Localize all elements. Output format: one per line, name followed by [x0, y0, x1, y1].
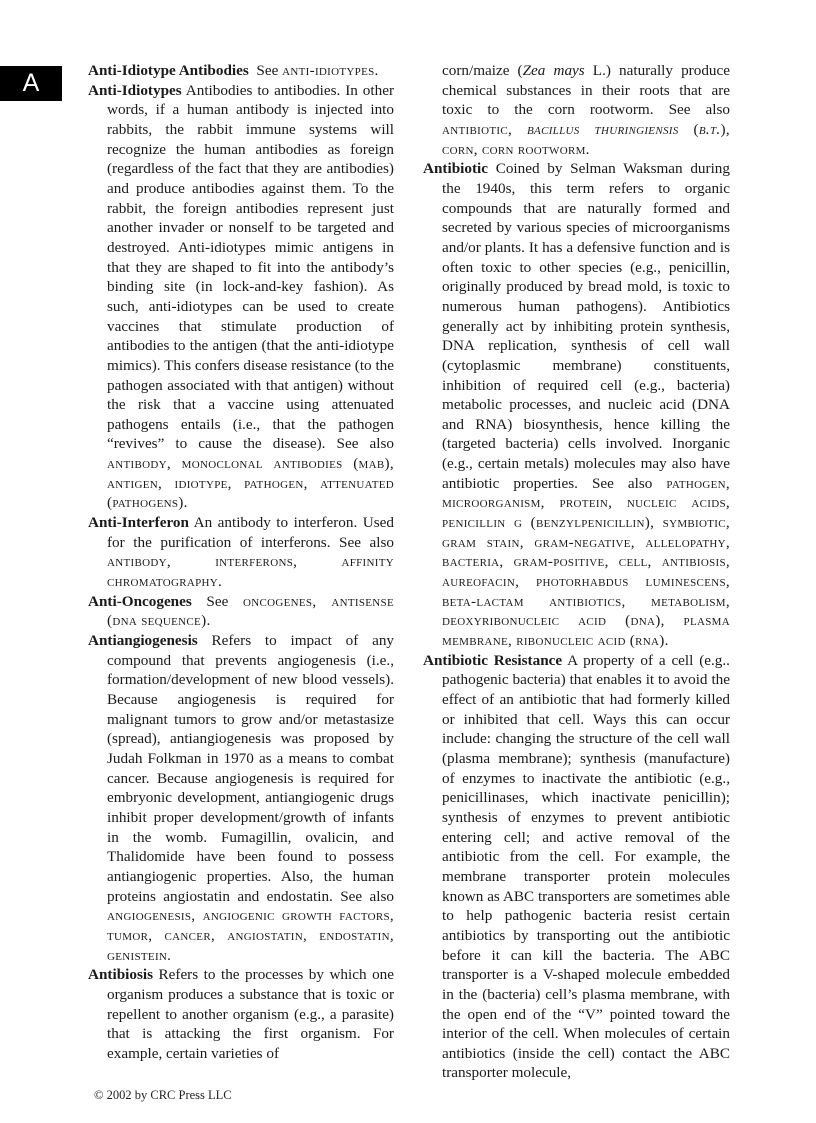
species-name: Zea mays	[522, 62, 585, 79]
entry-anti-idiotypes	[88, 81, 394, 513]
cross-reference[interactable]: bacillus thuringiensis	[527, 120, 679, 138]
entry-body: Refers to impact of any compound that prevents angiogenesis (i.e., formation/development of new blood vessels). Because angiogenesis is required for malignant tumors to grow and/or metastasize (spread), antiangiogenesis was proposed by Judah Folkman in 1970 as a means to combat cancer. Because angiogenesis is required for embryonic development, antiangiogenic drugs inhibit proper development/growth of infants in the womb. Fumagillin, ovalicin, and Thalidomide have been found to possess antiangiogenic properties. Also, the human proteins angiostatin and endostatin. See also	[107, 632, 395, 905]
entry-body: Coined by Selman Waksman during the 1940s, this term refers to organic compounds that are naturally formed and secreted by various species of microorganisms and/or plants. It has a defensive function and is often toxic to other species (e.g., penicillin, originally produced by bread mold, is toxic to numerous human pathogens). Antibiotics generally act by inhibiting protein synthesis, DNA replication, synthesis of cell wall (cytoplasmic membrane) constituents, inhibition of required cell (e.g., bacteria) metabolic processes, and nucleic acid (DNA and RNA) biosynthesis, hence killing the (targeted bacteria) cells involved. Inorganic (e.g., certain metals) molecules may also have antibiotic properties. See also	[442, 160, 730, 492]
entry-anti-interferon	[88, 513, 394, 592]
entry-body: A property of a cell (e.g.. pathogenic bacteria) that enables it to avoid the effect of an antibiotic that had formerly killed or inhibited that cell. Ways this can occur include: changing the structure of the cell wall (plasma membrane); synthesis (manufacture) of enzymes to inactivate the antibiotic (e.g., penicillinases, which inactivate penicillin); synthesis of enzymes to prevent antibiotic entering cell; and active removal of the antibiotic from the cell. For example, the membrane transporter protein molecules known as ABC transporters are sometimes able to help pathogenic bacteria resist certain antibiotics by transporting out the antibiotic before it can kill the bacteria. The ABC transporter is a V-shaped molecule embedded in the (bacteria) cell’s plasma membrane, with the open end of the “V” pointed toward the interior of the cell. When molecules of certain antibiotics (inside the cell) contact the ABC transporter molecule,	[442, 651, 730, 1082]
entry-term: Antibiotic Resistance	[423, 651, 563, 669]
cross-reference[interactable]: anti-idiotypes.	[282, 62, 379, 79]
cross-reference[interactable]: oncogenes, antisense (dna sequence).	[107, 592, 394, 630]
cross-reference[interactable]: b.t.	[698, 120, 721, 138]
entry-term: Antibiotic	[423, 160, 488, 178]
entry-body: Refers to the processes by which one organism produces a substance that is toxic or repellent to another organism (e.g., a parasite) that is attacking the first organism. For example, certain varieties of	[107, 966, 395, 1062]
entry-body: Antibodies to antibodies. In other words, if a human antibody is injected into rabbits, the rabbit immune systems will recognize the human antibodies as foreign (regardless of the fact that they are antibodies) and produce antibodies against them. To the rabbit, the foreign antibodies represent just another invader or nonself to be targeted and destroyed. Anti-idiotypes mimic antigens in that they are shaped to fit into the antibody’s binding site (in lock-and-key fashion). As such, anti-idiotypes can be used to create vaccines that stimulate production of antibodies to the antigen (that the anti-idiotype mimics). This confers disease resistance (to the pathogen associated with that antigen) without the risk that a vaccine using attenuated pathogens entails (i.e., that the pathogen “revives” to cause the disease). See also	[107, 81, 394, 453]
entry-term: Anti-Idiotype Antibodies	[88, 62, 249, 79]
entry-body: corn/maize (	[442, 62, 523, 79]
left-column	[88, 61, 394, 1063]
entry-term: Anti-Interferon	[88, 514, 189, 532]
entry-term: Antiangiogenesis	[88, 632, 198, 650]
entry-body: See	[256, 62, 283, 79]
entry-antibiosis	[88, 965, 394, 1063]
entry-antibiosis-continued	[423, 61, 730, 159]
entry-antibiotic-resistance	[423, 651, 730, 1083]
entry-anti-oncogenes	[88, 592, 394, 631]
cross-reference[interactable]: antibody, interferons, affinity chromatography.	[107, 553, 394, 591]
entry-body: See	[206, 592, 243, 610]
cross-reference[interactable]: pathogen, microorganism, protein, nucleic acids, penicillin g (benzylpenicillin), symbiotic, gram stain, gram-negative, allelopathy, bacteria, gram-positive, cell, antibiosis, aureofacin, photorhabdus luminescens, beta-lactam antibiotics, metabolism, deoxyribonucleic acid (dna), plasma membrane, ribonucleic acid (rna).	[442, 474, 730, 650]
entry-antibiotic	[423, 159, 730, 650]
entry-term: Antibiosis	[88, 966, 153, 984]
cross-reference[interactable]: angiogenesis, angiogenic growth factors, tumor, cancer, angiostatin, endostatin, genistein.	[107, 907, 394, 964]
cross-reference[interactable]: antibody, monoclonal antibodies (mab), antigen, idiotype, pathogen, attenuated (pathogens).	[107, 455, 394, 512]
section-letter: A	[22, 69, 40, 97]
entry-term: Anti-Oncogenes	[88, 592, 192, 610]
cross-reference[interactable]: ), corn, corn rootworm.	[442, 120, 730, 158]
entry-anti-idiotype-antibodies	[88, 61, 394, 81]
entry-antiangiogenesis	[88, 631, 394, 965]
copyright-footer: © 2002 by CRC Press LLC	[94, 1088, 232, 1102]
cross-reference[interactable]: antibiotic,	[442, 120, 528, 138]
cross-reference-punct: (	[678, 120, 699, 138]
section-letter-tab	[0, 66, 62, 101]
entry-body: An antibody to interferon. Used for the purification of interferons. See also	[107, 514, 394, 551]
entry-term: Anti-Idiotypes	[88, 81, 182, 99]
entry-body: L.) naturally produce chemical substances in their roots that are toxic to the corn rootworm. See also	[442, 62, 730, 119]
right-column	[423, 61, 730, 1083]
